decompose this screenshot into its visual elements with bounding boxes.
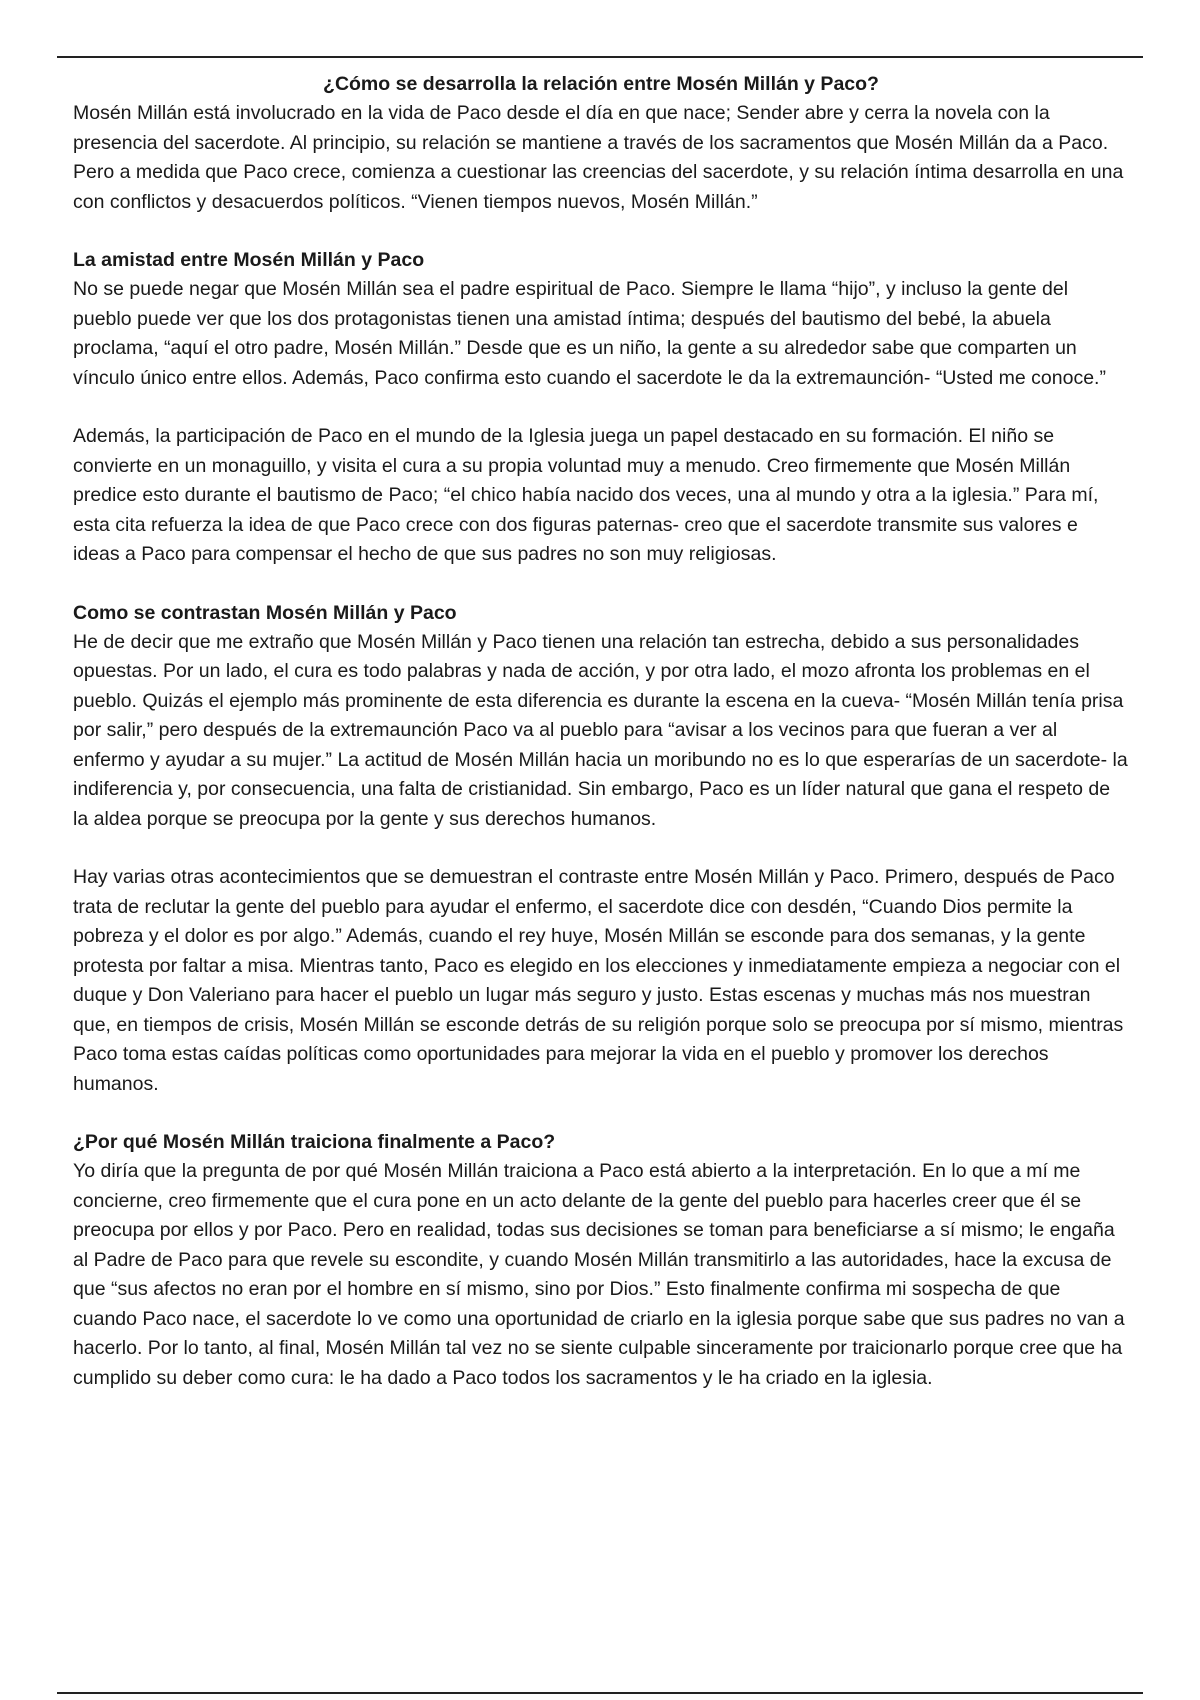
section-traicion [73,1128,1129,1393]
spacer [73,393,1129,422]
section-heading: La amistad entre Mosén Millán y Paco [73,249,425,271]
section-paragraph: Además, la participación de Paco en el mundo de la Iglesia juega un papel destacado en su formación. El niño se convierte en un monaguillo, y visita el cura a su propia voluntad muy a menudo. Creo firmemente que Mosén Millán predice esto durante el bautismo de Paco; “el chico había nacido dos veces, una al mundo y otra a la iglesia.” Para mí, esta cita refuerza la idea de que Paco crece con dos figuras paternas- creo que el sacerdote transmite sus valores e ideas a Paco para compensar el hecho de que sus padres no son muy religiosas. [73,425,1099,565]
section-amistad [73,246,1129,570]
spacer [73,834,1129,863]
top-rule [57,56,1143,58]
section-paragraph: Yo diría que la pregunta de por qué Mosén Millán traiciona a Paco está abierto a la interpretación. En lo que a mí me concierne, creo firmemente que el cura pone en un acto delante de la gente del pueblo para hacerles creer que él se preocupa por ellos y por Paco. Pero en realidad, todas sus decisiones se toman para beneficiarse a sí mismo; le engaña al Padre de Paco para que revele su escondite, y cuando Mosén Millán transmitirlo a las autoridades, hace la excusa de que “sus afectos no eran por el hombre en sí mismo, sino por Dios.” Esto finalmente confirma mi sospecha de que cuando Paco nace, el sacerdote lo ve como una oportunidad de criarlo en la iglesia porque sabe que sus padres no van a hacerlo. Por lo tanto, al final, Mosén Millán tal vez no se siente culpable sinceramente por traicionarlo porque cree que ha cumplido su deber como cura: le ha dado a Paco todos los sacramentos y le ha criado en la iglesia. [73,1160,1125,1389]
intro-paragraph: Mosén Millán está involucrado en la vida de Paco desde el día en que nace; Sender abre y cerra la novela con la presencia del sacerdote. Al principio, su relación se mantiene a través de los sacramentos que Mosén Millán da a Paco. Pero a medida que Paco crece, comienza a cuestionar las creencias del sacerdote, y su relación íntima desarrolla en una con conflictos y desacuerdos políticos. “Vienen tiempos nuevos, Mosén Millán.” [73,102,1124,213]
document-body [73,70,1129,1393]
section-paragraph: No se puede negar que Mosén Millán sea el padre espiritual de Paco. Siempre le llama “hijo”, y incluso la gente del pueblo puede ver que los dos protagonistas tienen una amistad íntima; después del bautismo del bebé, la abuela proclama, “aquí el otro padre, Mosén Millán.” Desde que es un niño, la gente a su alrededor sabe que comparten un vínculo único entre ellos. Además, Paco confirma esto cuando el sacerdote le da la extremaunción- “Usted me conoce.” [73,278,1106,389]
bottom-rule [57,1692,1143,1694]
section-contraste [73,599,1129,1100]
document-title: ¿Cómo se desarrolla la relación entre Mosén Millán y Paco? [323,73,879,95]
spacer [73,570,1129,599]
section-paragraph: He de decir que me extraño que Mosén Millán y Paco tienen una relación tan estrecha, debido a sus personalidades opuestas. Por un lado, el cura es todo palabras y nada de acción, y por otra lado, el mozo afronta los problemas en el pueblo. Quizás el ejemplo más prominente de esta diferencia es durante la escena en la cueva- “Mosén Millán tenía prisa por salir,” pero después de la extremaunción Paco va al pueblo para “avisar a los vecinos para que fueran a ver al enfermo y ayudar a su mujer.” La actitud de Mosén Millán hacia un moribundo no es lo que esperarías de un sacerdote- la indiferencia y, por consecuencia, una falta de cristianidad. Sin embargo, Paco es un líder natural que gana el respeto de la aldea porque se preocupa por la gente y sus derechos humanos. [73,630,1128,830]
spacer [73,217,1129,246]
section-heading: Como se contrastan Mosén Millán y Paco [73,601,457,624]
section-heading: ¿Por qué Mosén Millán traiciona finalmente a Paco? [73,1131,556,1153]
section-paragraph: Hay varias otras acontecimientos que se demuestran el contraste entre Mosén Millán y Paco. Primero, después de Paco trata de reclutar la gente del pueblo para ayudar el enfermo, el sacerdote dice con desdén, “Cuando Dios permite la pobreza y el dolor es por algo.” Además, cuando el rey huye, Mosén Millán se esconde para dos semanas, y la gente protesta por faltar a misa. Mientras tanto, Paco es elegido en los elecciones y inmediatamente empieza a negociar con el duque y Don Valeriano para hacer el pueblo un lugar más seguro y justo. Estas escenas y muchas más nos muestran que, en tiempos de crisis, Mosén Millán se esconde detrás de su religión porque solo se preocupa por sí mismo, mientras Paco toma estas caídas políticas como oportunidades para mejorar la vida en el pueblo y promover los derechos humanos. [73,866,1124,1095]
spacer [73,1099,1129,1128]
